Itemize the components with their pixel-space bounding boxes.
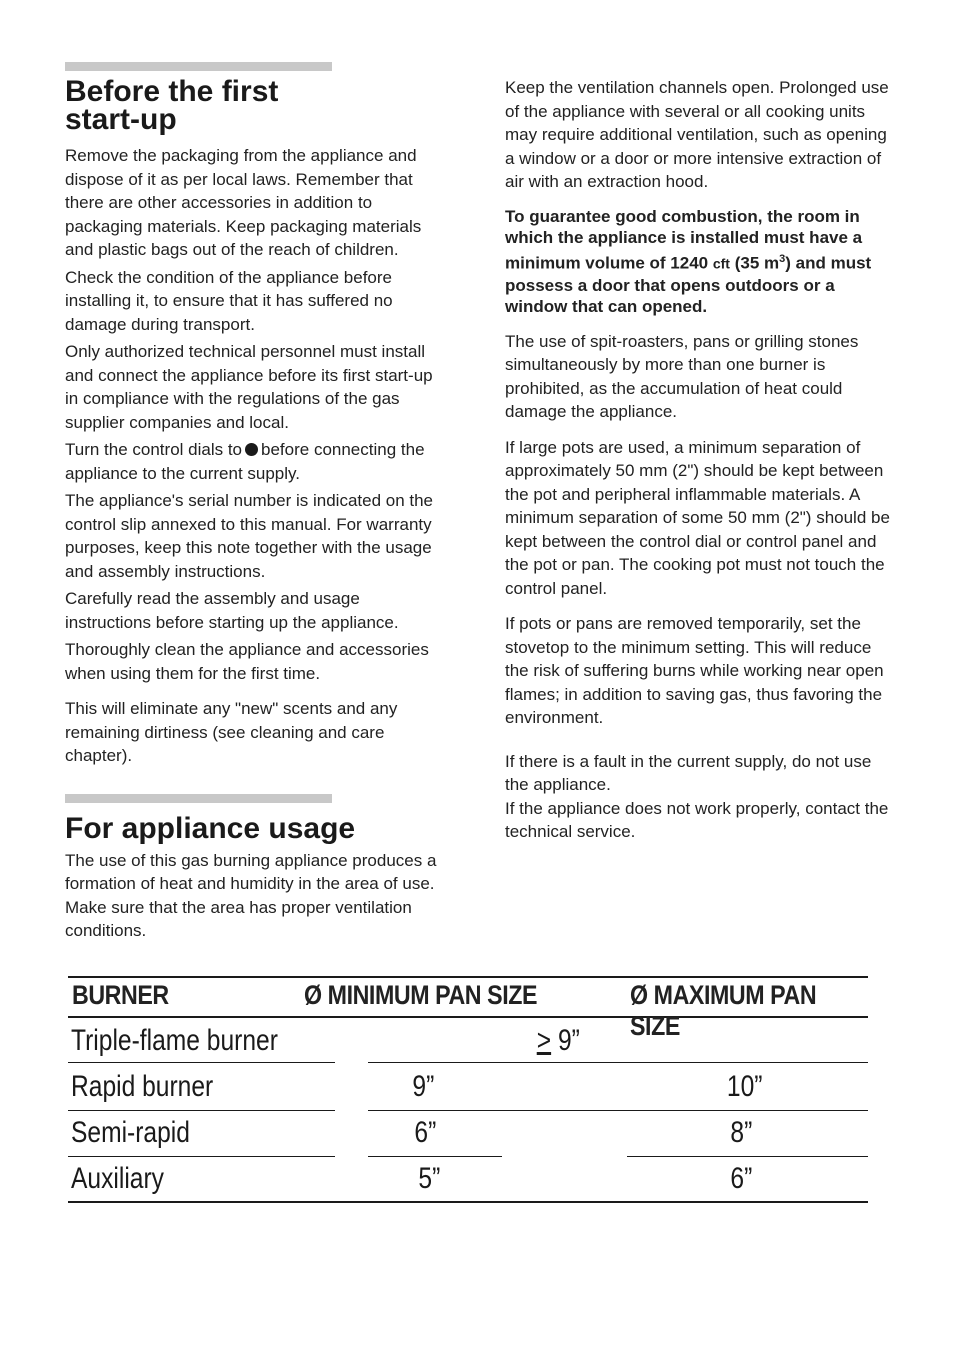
text: To guarantee good combustion, the room in which the appliance is installed must have a minimum volume of 1240: [505, 206, 863, 273]
max-size: 10”: [726, 1070, 763, 1103]
min-size: 9”: [412, 1070, 435, 1103]
max-size: 8”: [730, 1116, 753, 1149]
superscript: 3: [779, 252, 786, 265]
row-divider: [68, 1062, 335, 1063]
table-row: [68, 1064, 868, 1110]
paragraph: The use of this gas burning appliance produces a formation of heat and humidity in the area of use. Make sure that the area has proper ventilation conditions.: [65, 850, 437, 940]
section-title-appliance-usage: For appliance usage: [65, 811, 356, 845]
text: ) and must possess a door that opens outdoors or a window that can opened.: [505, 253, 872, 317]
paragraph: If pots or pans are removed temporarily, set the stovetop to the minimum setting. This will reduce the risk of suffering burns while working near open flames; in addition to saving gas, thus favoring the environment.: [505, 614, 884, 728]
burner-name: Triple-flame burner: [71, 1024, 278, 1057]
paragraph: This will eliminate any "new" scents and any remaining dirtiness (see cleaning and care chapter).: [65, 699, 398, 765]
paragraph: [65, 438, 450, 485]
ge-symbol: >: [536, 1024, 552, 1057]
title-line: Before the first: [65, 75, 279, 108]
paragraph: If there is a fault in the current supply, do not use the appliance.: [505, 751, 872, 795]
table-bottom-border: [68, 1201, 868, 1203]
burner-pan-size-table: [68, 976, 868, 1202]
table-row: [68, 1110, 868, 1156]
header-min-pan: Ø MINIMUM PAN SIZE: [304, 980, 538, 1010]
min-size: 5”: [418, 1162, 441, 1195]
warning-paragraph: [505, 206, 890, 318]
burner-name: Semi-rapid: [71, 1116, 190, 1149]
left-column: [65, 62, 450, 947]
header-max-pan: Ø MAXIMUM PAN SIZE: [630, 980, 817, 1041]
section-rule: [65, 62, 332, 71]
header-burner: BURNER: [72, 980, 169, 1010]
paragraph: The appliance's serial number is indicated on the control slip annexed to this manual. For warranty purposes, keep this note together with the usage and assembly instructions.: [65, 491, 434, 581]
paragraph: Carefully read the assembly and usage instructions before starting up the appliance.: [65, 589, 399, 632]
paragraph: Thoroughly clean the appliance and accessories when using them for the first time.: [65, 640, 429, 683]
paragraph: Remove the packaging from the appliance and dispose of it as per local laws. Remember that there are other accessories in addition to packaging materials. Keep packaging materials and plastic bags out of the reach of children.: [65, 146, 422, 259]
title-line: start-up: [65, 103, 177, 136]
min-size-value: 9”: [551, 1024, 580, 1057]
paragraph: If the appliance does not work properly, contact the technical service.: [505, 798, 889, 842]
paragraph: If large pots are used, a minimum separation of approximately 50 mm (2") should be kept between the pot and peripheral inflammable materials. A minimum separation of some 50 mm (2") should be kept between the control dial or control panel and the pot or pan. The cooking pot must not touch the control panel.: [505, 437, 890, 598]
max-size: 6”: [730, 1162, 753, 1195]
section-rule: [65, 794, 332, 803]
paragraph: The use of spit-roasters, pans or grilling stones simultaneously by more than one burner is prohibited, as the accumulation of heat could damage the appliance.: [505, 331, 859, 422]
min-size: [537, 1024, 580, 1058]
section-title-first-startup: [65, 75, 450, 136]
right-column: [505, 76, 890, 848]
table-row: [68, 1018, 868, 1064]
paragraph: Only authorized technical personnel must install and connect the appliance before its first start-up in compliance with the regulations of the gas supplier companies and local.: [65, 342, 433, 432]
burner-name: Auxiliary: [71, 1162, 164, 1195]
burner-name: Rapid burner: [71, 1070, 214, 1103]
unit: cft: [712, 255, 730, 272]
paragraph: Check the condition of the appliance before installing it, to ensure that it has suffered no damage during transport.: [65, 267, 393, 334]
min-size: 6”: [414, 1116, 437, 1149]
off-position-dot-icon: [245, 443, 258, 456]
paragraph: Keep the ventilation channels open. Prolonged use of the appliance with several or all cooking units may require additional ventilation, such as opening a window or a door or more intensive extraction of air with an extraction hood.: [505, 78, 889, 191]
text: before connecting the appliance to the current supply.: [65, 440, 425, 483]
table-row: [68, 1156, 868, 1202]
row-divider: [368, 1062, 868, 1063]
text: (35 m: [734, 253, 780, 273]
text: Turn the control dials to: [65, 440, 243, 459]
